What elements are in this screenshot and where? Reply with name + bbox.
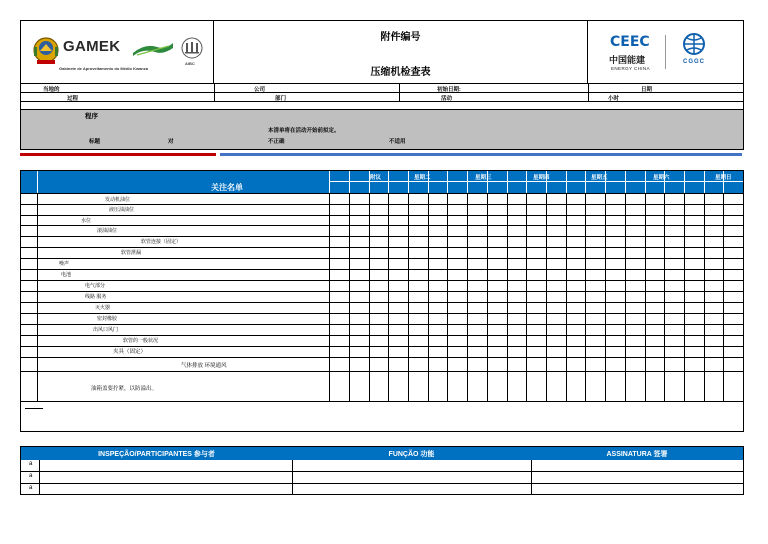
header-col-line: [388, 171, 389, 193]
header-col-line: [408, 171, 409, 193]
department-label: 部门: [275, 96, 287, 102]
grid-col-line: [507, 193, 508, 401]
grid-col-line: [566, 193, 567, 401]
blue-divider-bar: [220, 153, 742, 156]
grid-row-line: [21, 215, 743, 216]
day-col-4: 星期四: [533, 175, 550, 181]
checklist-title: 关注名单: [211, 183, 243, 192]
participant-row-mark: a: [29, 473, 33, 479]
incorrect-label: 不正确: [268, 139, 285, 145]
participants-col-function: FUNÇÃO 功能: [388, 451, 435, 458]
header-col-line: [625, 171, 626, 193]
title-cell: [214, 21, 588, 83]
signature-dash: [25, 408, 43, 409]
grid-col-line: [329, 193, 330, 401]
grid-col-line: [664, 193, 665, 401]
list-item: 气体排放 环境通风: [181, 363, 227, 369]
activity-label: 活动: [441, 96, 453, 102]
list-item: 出风口风门: [93, 327, 119, 333]
list-item: 电气部分: [85, 283, 106, 289]
grid-col-line: [684, 193, 685, 401]
header-col-line: [704, 171, 705, 193]
grid-row-line: [21, 247, 743, 248]
list-item: 线路 服务: [85, 294, 107, 300]
grid-row-line: [21, 236, 743, 237]
header-col-line: [447, 171, 448, 193]
participants-table: [20, 446, 744, 495]
grid-row-line: [21, 225, 743, 226]
grid-col-line: [37, 193, 38, 401]
participants-divider: [531, 460, 532, 495]
header-col-line: [487, 171, 488, 193]
grid-col-line: [369, 193, 370, 401]
header-col-line: [566, 171, 567, 193]
grid-row-line: [21, 302, 743, 303]
header-col-line: [723, 171, 724, 193]
ceec-logo-text: CEEC: [610, 34, 650, 49]
info-divider: [588, 84, 589, 93]
day-col-3: 星期三: [475, 175, 492, 181]
form-title: 压缩机检查表: [370, 67, 431, 78]
grid-col-line: [447, 193, 448, 401]
mark-label: 标题: [89, 139, 101, 145]
participants-header: [21, 447, 743, 460]
grid-col-line: [349, 193, 350, 401]
red-divider-bar: [20, 153, 216, 156]
header-col-line: [684, 171, 685, 193]
grid-row-line: [21, 204, 743, 205]
day-col-2: 星期二: [414, 175, 431, 181]
grid-col-line: [605, 193, 606, 401]
participants-divider: [39, 460, 40, 495]
correct-label: 对: [168, 139, 174, 145]
local-label: 当地的: [43, 87, 60, 93]
header-col-line: [349, 171, 350, 193]
grid-col-line: [723, 193, 724, 401]
procedure-band: [20, 110, 744, 150]
grid-row-line: [21, 313, 743, 314]
header-col-line: [605, 171, 606, 193]
grid-col-line: [428, 193, 429, 401]
cggc-globe-icon: [683, 33, 705, 55]
info-row-3: [20, 102, 744, 110]
day-col-7: 星期日: [715, 175, 732, 181]
participants-col-inspection: INSPEÇÃO/PARTICIPANTES 参与者: [98, 451, 215, 458]
annex-number-label: 附件编号: [380, 32, 421, 43]
info-row-2: [20, 93, 744, 102]
grid-row-line: [21, 193, 743, 194]
grid-row-line: [21, 291, 743, 292]
list-item: 水位: [81, 218, 92, 224]
list-item: 滚油油位: [97, 228, 118, 234]
grid-row-line: [21, 280, 743, 281]
participants-row-line: [21, 471, 743, 472]
angola-emblem-icon: [31, 35, 61, 67]
list-item: 电池: [61, 272, 72, 278]
list-item: 噪声: [59, 261, 70, 267]
grid-col-line: [585, 193, 586, 401]
grid-col-line: [388, 193, 389, 401]
list-item: 液压油油位: [109, 207, 135, 213]
grid-row-line: [21, 324, 743, 325]
company-label: 公司: [254, 87, 266, 93]
participants-col-signature: ASSINATURA 签署: [606, 451, 668, 458]
participant-row-mark: a: [29, 461, 33, 467]
gamek-logo-cell: [21, 21, 214, 83]
grid-col-line: [408, 193, 409, 401]
grid-col-line: [526, 193, 527, 401]
grid-col-line: [645, 193, 646, 401]
info-divider: [588, 93, 589, 102]
list-item: 发动机油位: [105, 197, 131, 203]
date-label: 日期: [641, 87, 653, 93]
gamek-subtitle: Gabinete de Aproveitamento do Médio Kwanza: [59, 66, 148, 71]
grid-row-line: [21, 335, 743, 336]
grid-row-line: [21, 371, 743, 372]
gamek-name: GAMEK: [63, 38, 121, 55]
checklist-table: [20, 170, 744, 432]
grid-row-line: [21, 258, 743, 259]
form-header: [20, 20, 744, 84]
dam-swoosh-icon: [133, 41, 173, 57]
header-col-line: [645, 171, 646, 193]
grid-col-line: [546, 193, 547, 401]
grid-row-line: [21, 401, 743, 402]
info-divider: [214, 93, 215, 102]
info-divider: [399, 93, 400, 102]
header-col-line: [369, 171, 370, 193]
participant-row-mark: a: [29, 485, 33, 491]
logo-divider: [665, 35, 666, 69]
header-col-line: [428, 171, 429, 193]
grid-col-line: [625, 193, 626, 401]
procedure-notice: 本清单将在活动开始前拟定。: [268, 128, 340, 134]
process-label: 过程: [67, 96, 79, 102]
ceec-logo: [610, 33, 650, 51]
grid-col-line: [704, 193, 705, 401]
energy-china-cn: 中国能建: [609, 55, 646, 65]
header-col-line: [585, 171, 586, 193]
grid-row-line: [21, 357, 743, 358]
energy-china-logo-cell: [588, 21, 743, 83]
list-item: 密封橡胶: [97, 316, 118, 322]
participants-divider: [292, 460, 293, 495]
header-col-line: [37, 171, 38, 193]
list-item: 灭火器: [95, 305, 111, 311]
list-item: 软管泄漏: [121, 250, 142, 256]
header-col-line: [329, 171, 330, 193]
day-col-1: 附议: [370, 175, 382, 181]
header-row-line: [329, 181, 743, 182]
header-col-line: [664, 171, 665, 193]
info-row-1: [20, 84, 744, 93]
grid-col-line: [467, 193, 468, 401]
header-col-line: [507, 171, 508, 193]
list-item: 软管连接（固定）: [141, 239, 182, 245]
list-item: 软管的一般状况: [123, 338, 159, 344]
header-col-line: [546, 171, 547, 193]
day-col-5: 星期五: [591, 175, 608, 181]
list-item: 夹具（固定）: [113, 349, 147, 355]
energy-china-en: ENERGY CHINA: [611, 66, 650, 71]
header-col-line: [526, 171, 527, 193]
cggc-label: CGGC: [683, 59, 705, 65]
start-date-label: 初始日期:: [437, 87, 461, 93]
day-col-6: 星期六: [653, 175, 670, 181]
grid-row-line: [21, 269, 743, 270]
not-applicable-label: 不适用: [389, 139, 406, 145]
info-divider: [399, 84, 400, 93]
checklist-header: [21, 171, 743, 193]
grid-col-line: [487, 193, 488, 401]
info-divider: [214, 84, 215, 93]
list-item: 油箱盖要拧紧，以防溢出。: [91, 386, 158, 392]
ceec-logo-icon: [610, 33, 650, 49]
hour-label: 小时: [608, 96, 620, 102]
aibc-label: AIBC: [185, 61, 195, 66]
header-col-line: [467, 171, 468, 193]
procedure-label: 程序: [85, 113, 98, 120]
participants-row-line: [21, 483, 743, 484]
